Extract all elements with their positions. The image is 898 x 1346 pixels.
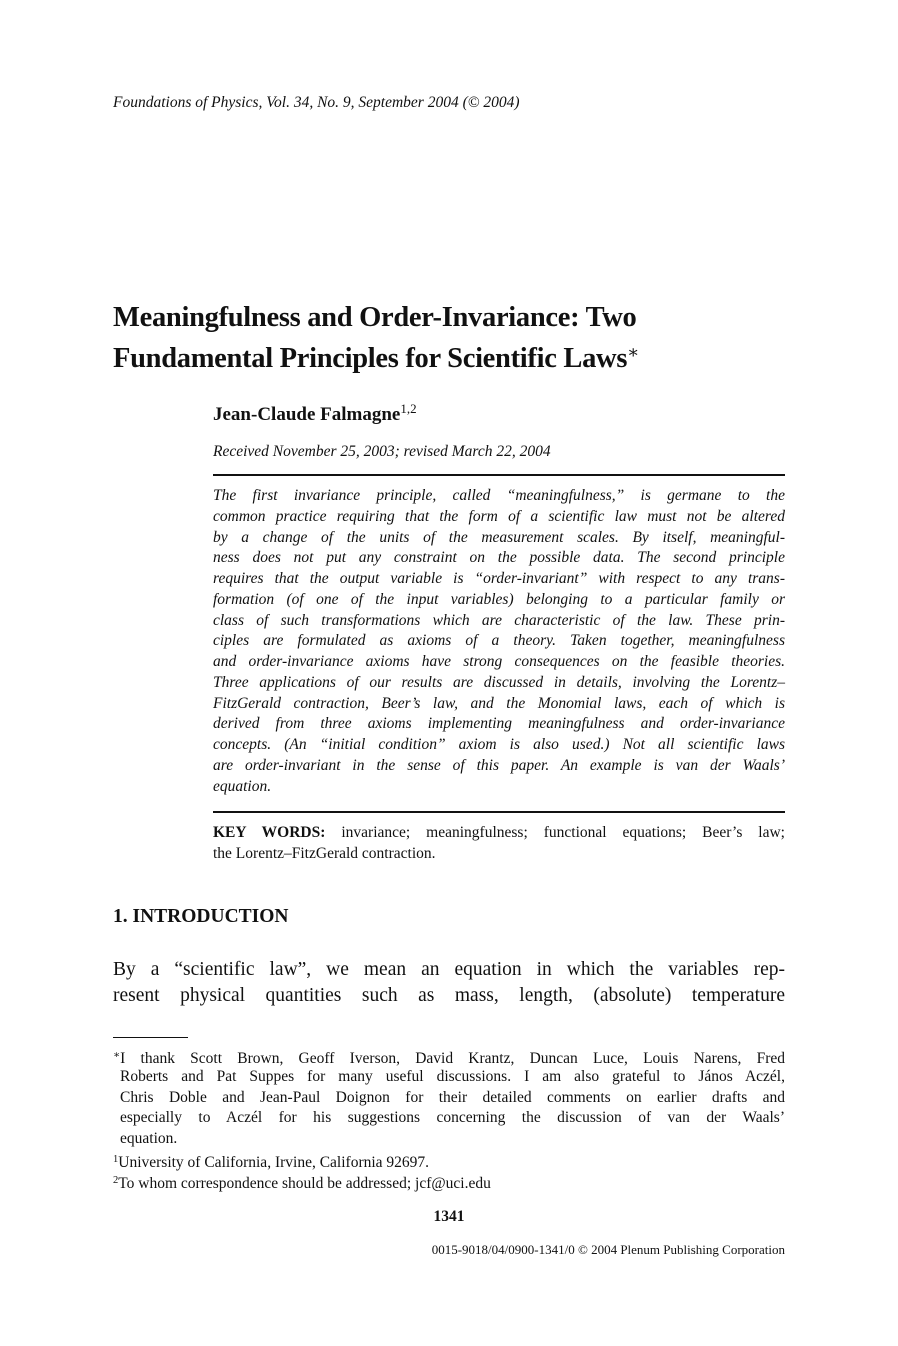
abstract-line: common practice requiring that the form of a scientific law must not be altered bbox=[213, 507, 785, 525]
title-footnote-mark: ∗ bbox=[627, 342, 640, 362]
keywords-line-1: invariance; meaningfulness; functional equations; Beer’s law; bbox=[341, 824, 785, 841]
footnote-star-line: equation. bbox=[120, 1130, 178, 1148]
footnote-star-line: I thank Scott Brown, Geoff Iverson, David Krantz, Duncan Luce, Louis Narens, Fred bbox=[120, 1050, 785, 1067]
copyright-line: 0015-9018/04/0900-1341/0 © 2004 Plenum Publishing Corporation bbox=[431, 1242, 785, 1257]
keywords bbox=[213, 822, 785, 864]
abstract-line: and order-invariance axioms have strong consequences on the feasible theories. bbox=[213, 653, 785, 670]
paper-title bbox=[113, 301, 753, 376]
body-paragraph bbox=[113, 957, 785, 1008]
abstract bbox=[213, 486, 785, 797]
footnote-1-text: University of California, Irvine, California 92697. bbox=[118, 1153, 430, 1171]
abstract-line: formation (of one of the input variables) belonging to a particular family or bbox=[213, 590, 785, 608]
abstract-line: The first invariance principle, called “meaningfulness,” is germane to the bbox=[213, 487, 785, 504]
keywords-label: KEY WORDS: bbox=[213, 824, 326, 841]
footnote-star-line: Roberts and Pat Suppes for many useful discussions. I am also grateful to János Aczél, bbox=[120, 1067, 785, 1085]
keywords-line-2: the Lorentz–FitzGerald contraction. bbox=[213, 844, 436, 862]
title-line-1: Meaningfulness and Order-Invariance: Two bbox=[113, 302, 637, 333]
body-line: By a “scientific law”, we mean an equation in which the variables rep- bbox=[113, 959, 785, 980]
footnote-star-mark: ∗ bbox=[113, 1050, 121, 1061]
footnote-rule bbox=[113, 1037, 188, 1038]
footnote-2-text: To whom correspondence should be addressed; jcf@uci.edu bbox=[118, 1174, 491, 1192]
footnotes bbox=[113, 1046, 785, 1192]
abstract-top-rule bbox=[213, 474, 785, 476]
section-heading: 1. INTRODUCTION bbox=[113, 906, 289, 927]
footnote-1-mark: 1 bbox=[113, 1153, 119, 1165]
title-line-2: Fundamental Principles for Scientific Laws bbox=[113, 343, 628, 374]
abstract-line: equation. bbox=[213, 777, 272, 795]
abstract-bottom-rule bbox=[213, 811, 785, 813]
abstract-line: class of such transformations which are characteristic of the law. These prin- bbox=[213, 611, 785, 629]
body-line: resent physical quantities such as mass, length, (absolute) temperature bbox=[113, 984, 785, 1006]
footnote-star-line: especially to Aczél for his suggestions concerning the discussion of van der Waals’ bbox=[120, 1109, 785, 1127]
abstract-line: derived from three axioms implementing meaningfulness and order-invariance bbox=[213, 715, 785, 733]
abstract-line: ciples are formulated as axioms of a theory. Taken together, meaningfulness bbox=[213, 632, 785, 650]
received-dates: Received November 25, 2003; revised March 22, 2004 bbox=[213, 443, 551, 460]
author-line bbox=[213, 401, 417, 426]
footnote-star-line: Chris Doble and Jean-Paul Doignon for their detailed comments on earlier drafts and bbox=[120, 1088, 785, 1106]
abstract-line: are order-invariant in the sense of this paper. An example is van der Waals’ bbox=[213, 756, 785, 774]
footnote-2-mark: 2 bbox=[113, 1174, 119, 1186]
abstract-line: ness does not put any constraint on the possible data. The second principle bbox=[213, 549, 785, 567]
author-name: Jean-Claude Falmagne bbox=[213, 404, 401, 425]
abstract-line: FitzGerald contraction, Beer’s law, and the Monomial laws, each of which is bbox=[213, 694, 785, 712]
abstract-line: Three applications of our results are discussed in details, involving the Lorentz– bbox=[213, 673, 785, 691]
abstract-line: concepts. (An “initial condition” axiom is also used.) Not all scientific laws bbox=[213, 736, 785, 753]
abstract-line: by a change of the units of the measurement scales. By itself, meaningful- bbox=[213, 528, 785, 546]
author-affiliation-marks: 1,2 bbox=[400, 401, 417, 416]
journal-header: Foundations of Physics, Vol. 34, No. 9, September 2004 (© 2004) bbox=[113, 94, 520, 111]
abstract-line: requires that the output variable is “order-invariant” with respect to any trans- bbox=[213, 570, 785, 587]
page-number: 1341 bbox=[433, 1208, 465, 1225]
